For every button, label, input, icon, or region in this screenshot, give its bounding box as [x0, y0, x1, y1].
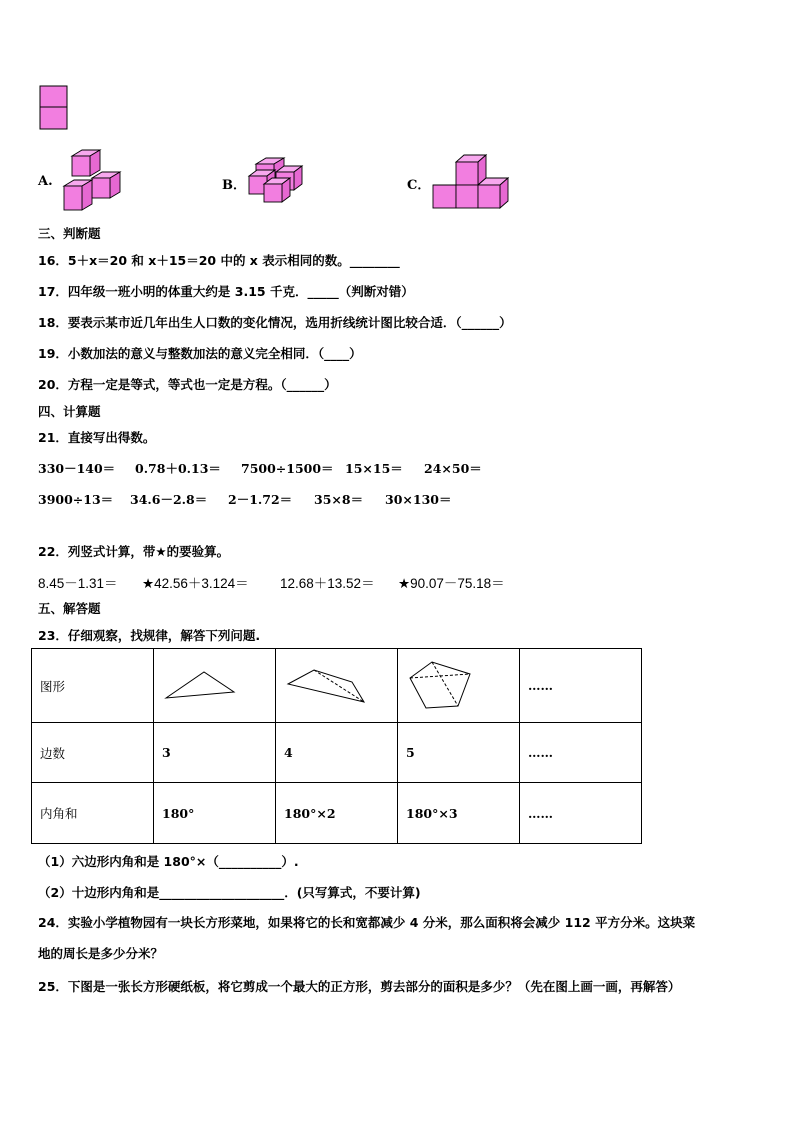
question-21: 21．直接写出得数。 [38, 430, 156, 445]
table-cell: 5 [398, 723, 520, 783]
calc-item: 35×8＝ [314, 492, 364, 507]
calc-item: 330－140＝ [38, 461, 116, 476]
question-25: 25．下图是一张长方形硬纸板，将它剪成一个最大的正方形，剪去部分的面积是多少？（先在图上画一画，再解答） [38, 979, 681, 994]
calc-item: 24×50＝ [424, 461, 482, 476]
vertical-calc-item: ★42.56＋3.124＝ [142, 576, 249, 591]
calc-item: 2－1.72＝ [228, 492, 293, 507]
section-5-title: 五、解答题 [38, 601, 101, 616]
vertical-calc-item: 8.45－1.31＝ [38, 576, 118, 591]
calc-item: 30×130＝ [385, 492, 452, 507]
question-23-part-2: （2）十边形内角和是____________________．(只写算式，不要计算) [38, 885, 421, 900]
table-row [32, 649, 642, 723]
question-16: 16．5＋x＝20 和 x＋15＝20 中的 x 表示相同的数。________ [38, 253, 400, 268]
option-b-label[interactable]: B． [222, 178, 246, 193]
question-20: 20．方程一定是等式，等式也一定是方程。（______） [38, 377, 337, 392]
calc-item: 15×15＝ [345, 461, 403, 476]
table-cell: …… [520, 783, 642, 844]
quadrilateral-figure [276, 649, 398, 723]
question-23: 23．仔细观察，找规律，解答下列问题. [38, 628, 261, 643]
section-4-title: 四、计算题 [38, 404, 101, 419]
pattern-table [31, 648, 642, 844]
question-17: 17．四年级一班小明的体重大约是 3.15 千克．_____（判断对错） [38, 284, 414, 299]
table-row [32, 783, 642, 844]
section-3-title: 三、判断题 [38, 226, 101, 241]
row-label-shape: 图形 [32, 649, 154, 723]
table-cell: 4 [276, 723, 398, 783]
question-18: 18．要表示某市近几年出生人口数的变化情况，选用折线统计图比较合适．（______） [38, 315, 512, 330]
vertical-calc-item: ★90.07－75.18＝ [398, 576, 505, 591]
calc-item: 3900÷13＝ [38, 492, 114, 507]
calc-item: 34.6－2.8＝ [130, 492, 208, 507]
table-cell: 180° [154, 783, 276, 844]
question-23-part-1: （1）六边形内角和是 180°×（__________）. [38, 854, 299, 869]
question-19: 19．小数加法的意义与整数加法的意义完全相同．（____） [38, 346, 362, 361]
table-row [32, 723, 642, 783]
reference-view-figure [39, 85, 69, 131]
option-a-label[interactable]: A. [38, 174, 53, 189]
table-cell: 180°×3 [398, 783, 520, 844]
triangle-figure [154, 649, 276, 723]
table-cell: 3 [154, 723, 276, 783]
option-c-label[interactable]: C． [407, 178, 431, 193]
table-cell: 180°×2 [276, 783, 398, 844]
row-label-sides: 边数 [32, 723, 154, 783]
table-cell: …… [520, 723, 642, 783]
table-ellipsis: …… [520, 649, 642, 723]
calc-item: 0.78＋0.13＝ [135, 461, 221, 476]
row-label-angle-sum: 内角和 [32, 783, 154, 844]
pentagon-figure [398, 649, 520, 723]
option-b-cube-figure[interactable] [246, 154, 306, 206]
question-24-line-1: 24．实验小学植物园有一块长方形菜地，如果将它的长和宽都减少 4 分米，那么面积将会减少 112 平方分米。这块菜 [38, 915, 696, 930]
calc-item: 7500÷1500＝ [241, 461, 334, 476]
option-c-cube-figure[interactable] [430, 152, 514, 210]
question-24-line-2: 地的周长是多少分米？ [38, 946, 164, 961]
question-22: 22．列竖式计算，带★的要验算。 [38, 544, 230, 559]
option-a-cube-figure[interactable] [62, 148, 128, 214]
vertical-calc-item: 12.68＋13.52＝ [280, 576, 375, 591]
